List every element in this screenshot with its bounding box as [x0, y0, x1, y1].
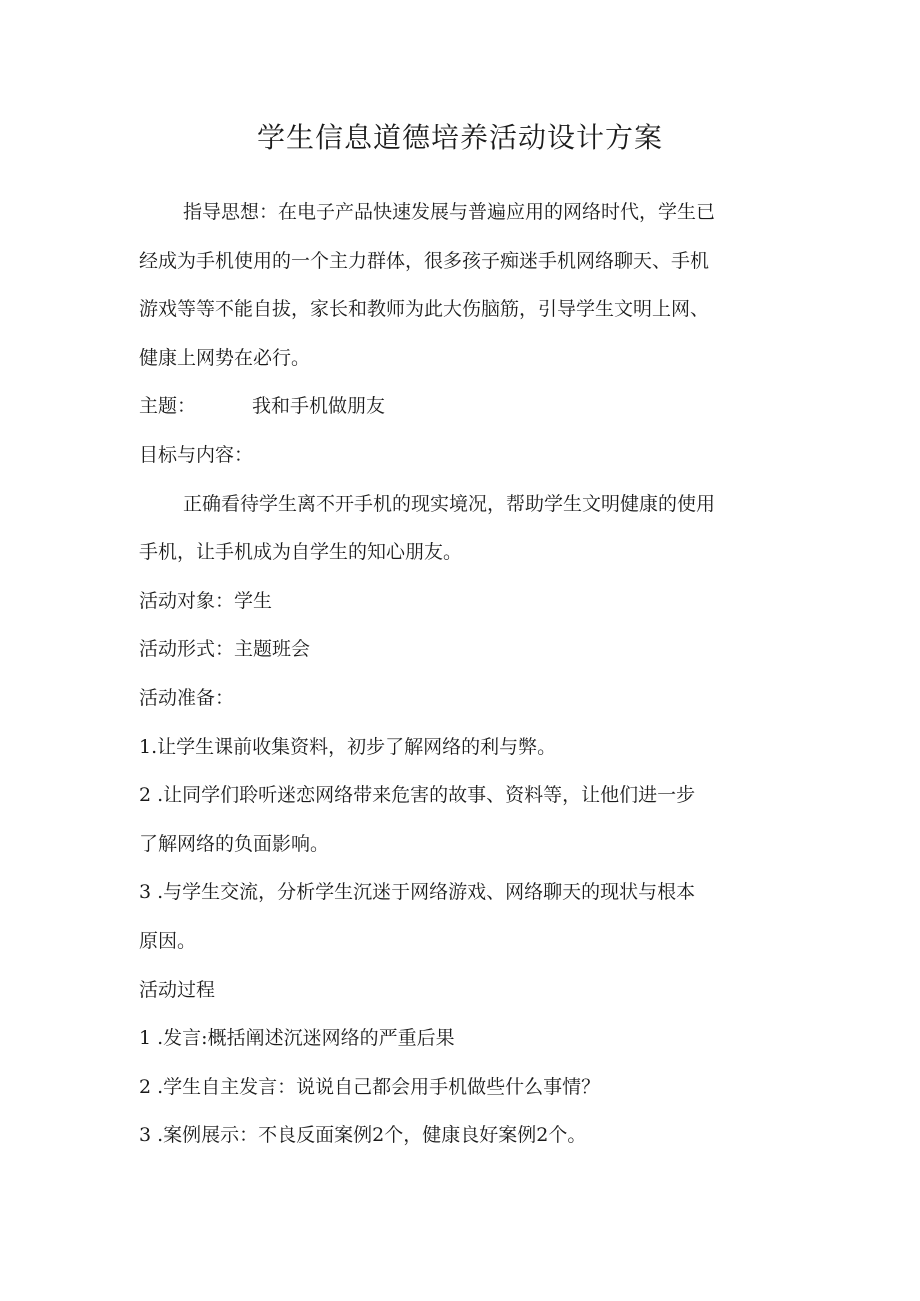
- topic-line: [139, 382, 799, 431]
- document-title: 学生信息道德培养活动设计方案: [256, 121, 663, 154]
- process-heading: 活动过程: [139, 978, 216, 1001]
- goals-line-2: 手机，让手机成为自学生的知心朋友。: [139, 541, 463, 564]
- guiding-idea-line-1: 指导思想：在电子产品快速发展与普遍应用的网络时代，学生已: [183, 201, 716, 223]
- document-body: [139, 188, 799, 1160]
- preparation-item-1-line-1: 1.让学生课前收集资料，初步了解网络的利与弊。: [139, 735, 557, 758]
- process-item-2: 2 .学生自主发言：说说自己都会用手机做些什么事情？: [139, 1075, 601, 1098]
- preparation-item-3: [139, 868, 799, 965]
- guiding-idea-line-2: 经成为手机使用的一个主力群体，很多孩子痴迷手机网络聊天、手机: [139, 249, 710, 272]
- process-item-1: 1 .发言:概括阐述沉迷网络的严重后果: [139, 1027, 455, 1050]
- guiding-idea-paragraph: [139, 188, 799, 382]
- goals-paragraph: [139, 480, 799, 577]
- activity-target: 活动对象：学生: [139, 589, 273, 612]
- goals-line-1: 正确看待学生离不开手机的现实境况，帮助学生文明健康的使用: [183, 492, 716, 515]
- preparation-item-2-line-2: 了解网络的负面影响。: [139, 832, 330, 855]
- activity-form: 活动形式：主题班会: [139, 638, 311, 661]
- topic-label: 主题：: [139, 395, 197, 418]
- preparation-item-3-line-1: 3 .与学生交流，分析学生沉迷于网络游戏、网络聊天的现状与根本: [139, 881, 696, 904]
- preparation-item-1: [139, 723, 799, 772]
- preparation-item-2: [139, 771, 799, 868]
- preparation-item-3-line-2: 原因。: [139, 929, 197, 952]
- process-item-3: 3 .案例展示：不良反面案例2个，健康良好案例2个。: [139, 1124, 587, 1147]
- guiding-idea-line-4: 健康上网势在必行。: [139, 346, 311, 369]
- preparation-item-2-line-1: 2 .让同学们聆听迷恋网络带来危害的故事、资料等，让他们进一步: [139, 784, 696, 807]
- preparation-heading: 活动准备：: [139, 686, 235, 709]
- guiding-idea-line-3: 游戏等等不能自拔，家长和教师为此大伤脑筋，引导学生文明上网、: [139, 298, 710, 321]
- goals-heading: 目标与内容：: [139, 443, 254, 466]
- topic-value: 我和手机做朋友: [252, 395, 386, 418]
